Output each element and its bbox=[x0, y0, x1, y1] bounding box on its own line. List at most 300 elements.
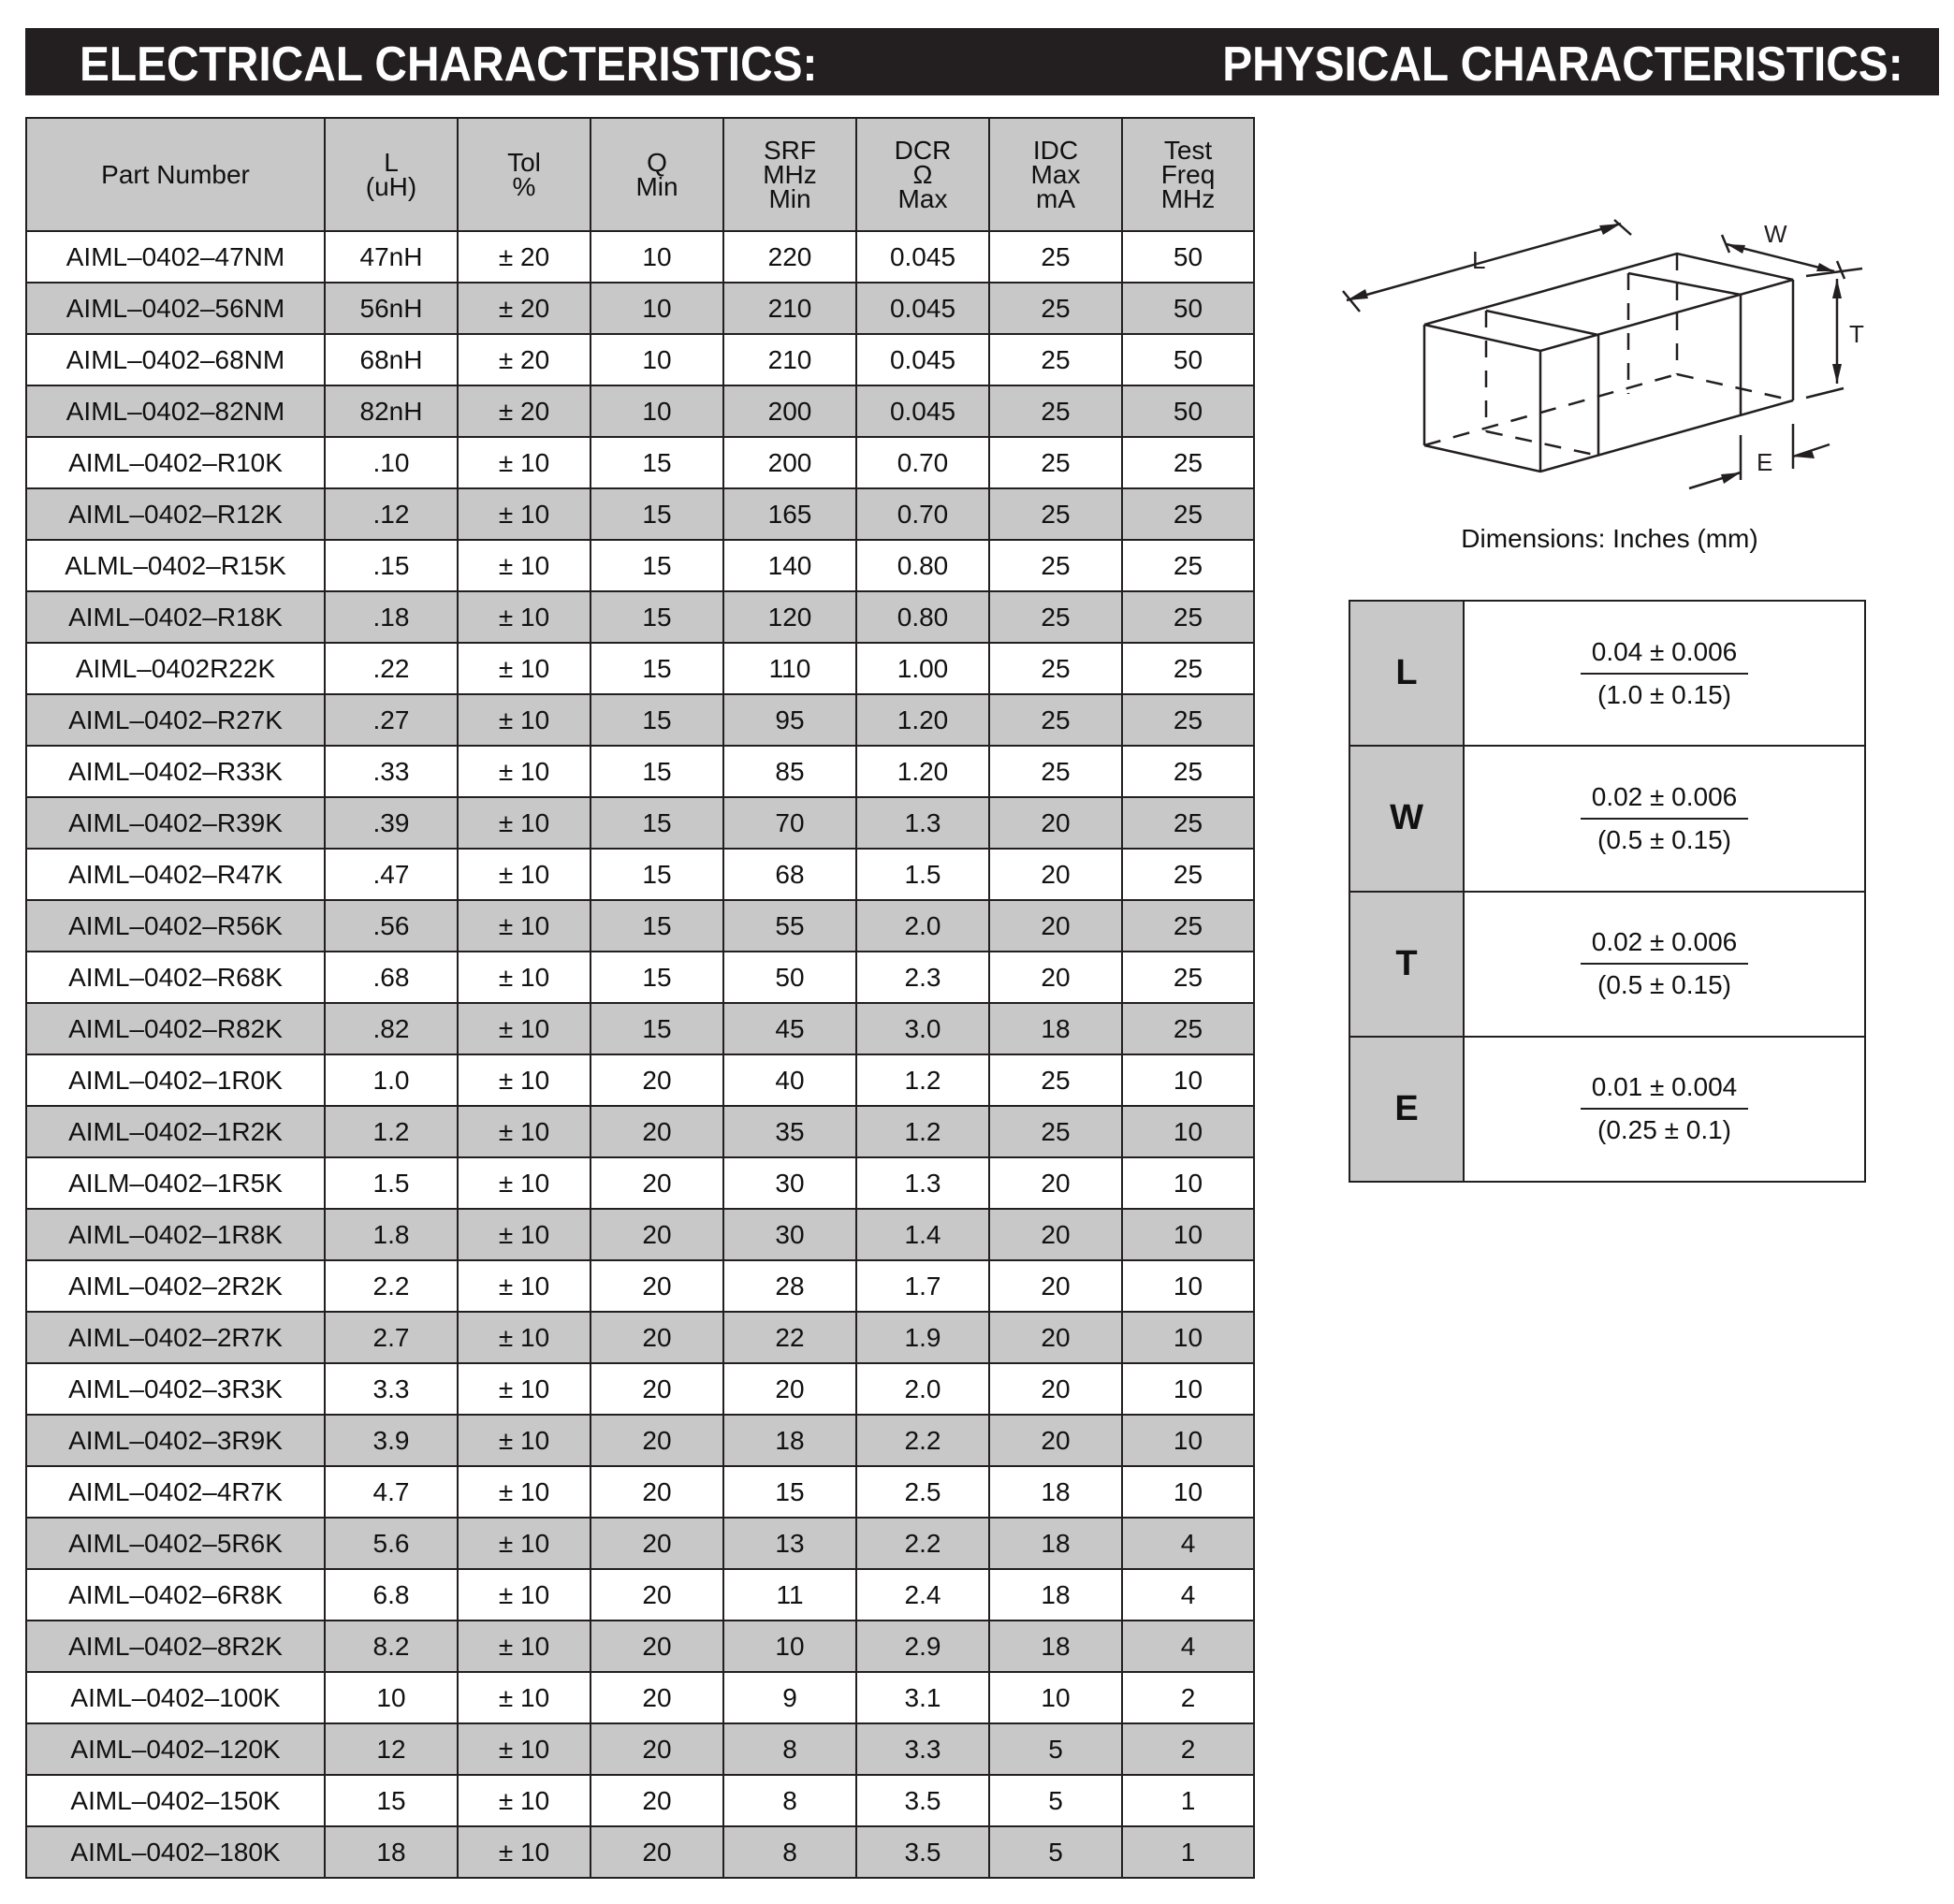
table-cell: 25 bbox=[1122, 1003, 1254, 1054]
table-cell: 1.20 bbox=[856, 694, 989, 746]
part-number-cell: AIML–0402–56NM bbox=[26, 283, 325, 334]
table-cell: ± 10 bbox=[458, 1312, 591, 1363]
table-cell: 3.1 bbox=[856, 1672, 989, 1723]
table-cell: 0.80 bbox=[856, 591, 989, 643]
table-row bbox=[26, 1157, 1254, 1209]
table-cell: 1 bbox=[1122, 1826, 1254, 1878]
table-cell: 20 bbox=[591, 1826, 723, 1878]
column-header bbox=[458, 118, 591, 231]
part-number-cell: ALML–0402–R15K bbox=[26, 540, 325, 591]
dimension-symbol: W bbox=[1349, 746, 1464, 891]
table-cell: 15 bbox=[723, 1466, 856, 1518]
table-cell: 18 bbox=[723, 1415, 856, 1466]
table-cell: 5 bbox=[989, 1775, 1122, 1826]
table-row bbox=[26, 1003, 1254, 1054]
part-number-cell: AIML–0402–100K bbox=[26, 1672, 325, 1723]
table-cell: 20 bbox=[591, 1415, 723, 1466]
table-cell: 8.2 bbox=[325, 1621, 458, 1672]
part-number-cell: AIML–0402–R47K bbox=[26, 849, 325, 900]
dimension-value bbox=[1464, 746, 1865, 891]
table-cell: 10 bbox=[1122, 1363, 1254, 1415]
table-cell: ± 10 bbox=[458, 1106, 591, 1157]
table-cell: 0.70 bbox=[856, 437, 989, 488]
table-cell: 1.2 bbox=[856, 1054, 989, 1106]
table-cell: 68nH bbox=[325, 334, 458, 385]
table-cell: 20 bbox=[591, 1518, 723, 1569]
table-cell: 1.00 bbox=[856, 643, 989, 694]
column-header-line: Tol bbox=[507, 147, 541, 177]
part-number-cell: AIML–0402–R39K bbox=[26, 797, 325, 849]
table-cell: 20 bbox=[989, 1312, 1122, 1363]
box-bottom-edges bbox=[1424, 400, 1793, 472]
table-cell: 8 bbox=[723, 1826, 856, 1878]
table-cell: 18 bbox=[989, 1569, 1122, 1621]
table-cell: 1.0 bbox=[325, 1054, 458, 1106]
table-cell: 20 bbox=[591, 1209, 723, 1260]
dimension-mm: (0.25 ± 0.1) bbox=[1597, 1115, 1731, 1145]
table-cell: 85 bbox=[723, 746, 856, 797]
table-cell: 20 bbox=[989, 1415, 1122, 1466]
table-cell: .56 bbox=[325, 900, 458, 952]
electrode-left-line bbox=[1486, 311, 1598, 335]
table-cell: 30 bbox=[723, 1157, 856, 1209]
part-number-cell: AIML–0402R22K bbox=[26, 643, 325, 694]
table-cell: 50 bbox=[1122, 334, 1254, 385]
table-cell: 47nH bbox=[325, 231, 458, 283]
column-header bbox=[723, 118, 856, 231]
table-cell: ± 10 bbox=[458, 797, 591, 849]
table-cell: 0.045 bbox=[856, 334, 989, 385]
table-cell: 220 bbox=[723, 231, 856, 283]
table-cell: 10 bbox=[591, 231, 723, 283]
table-cell: 2.9 bbox=[856, 1621, 989, 1672]
table-cell: 1.2 bbox=[856, 1106, 989, 1157]
table-cell: ± 20 bbox=[458, 283, 591, 334]
table-cell: 20 bbox=[591, 1723, 723, 1775]
electrical-characteristics-title: ELECTRICAL CHARACTERISTICS: bbox=[80, 37, 818, 92]
component-dimension-diagram bbox=[1334, 220, 1864, 501]
table-row bbox=[26, 952, 1254, 1003]
table-cell: 25 bbox=[1122, 540, 1254, 591]
table-cell: 1.2 bbox=[325, 1106, 458, 1157]
table-cell: 25 bbox=[989, 437, 1122, 488]
table-row bbox=[26, 385, 1254, 437]
table-cell: 8 bbox=[723, 1723, 856, 1775]
table-row bbox=[26, 1054, 1254, 1106]
column-header-line: Test bbox=[1163, 135, 1213, 165]
table-cell: 35 bbox=[723, 1106, 856, 1157]
column-header-line: MHz bbox=[763, 159, 817, 189]
table-cell: ± 10 bbox=[458, 1621, 591, 1672]
table-cell: 9 bbox=[723, 1672, 856, 1723]
table-cell: 1.3 bbox=[856, 797, 989, 849]
column-header-line: IDC bbox=[1032, 135, 1079, 165]
dimension-symbol: E bbox=[1349, 1037, 1464, 1182]
table-cell: ± 10 bbox=[458, 643, 591, 694]
column-header-line: MHz bbox=[1160, 183, 1216, 213]
part-number-cell: AIML–0402–3R9K bbox=[26, 1415, 325, 1466]
dimension-mm: (0.5 ± 0.15) bbox=[1597, 824, 1731, 854]
part-number-cell: AIML–0402–4R7K bbox=[26, 1466, 325, 1518]
table-cell: 25 bbox=[1122, 437, 1254, 488]
table-cell: 25 bbox=[989, 283, 1122, 334]
table-cell: 1.5 bbox=[856, 849, 989, 900]
table-cell: ± 10 bbox=[458, 437, 591, 488]
dimension-fraction bbox=[1581, 637, 1749, 710]
table-cell: 10 bbox=[1122, 1312, 1254, 1363]
table-cell: .47 bbox=[325, 849, 458, 900]
table-cell: 200 bbox=[723, 385, 856, 437]
column-header-line: Ω bbox=[912, 159, 933, 189]
table-row bbox=[26, 1260, 1254, 1312]
table-row bbox=[26, 1775, 1254, 1826]
column-header-line: SRF bbox=[764, 135, 816, 165]
table-cell: 25 bbox=[989, 643, 1122, 694]
part-number-cell: AIML–0402–2R7K bbox=[26, 1312, 325, 1363]
table-cell: .39 bbox=[325, 797, 458, 849]
table-cell: 20 bbox=[591, 1312, 723, 1363]
part-number-cell: AIML–0402–R82K bbox=[26, 1003, 325, 1054]
electrode-label: E bbox=[1757, 448, 1773, 476]
column-header-line: Freq bbox=[1160, 159, 1216, 189]
table-cell: 10 bbox=[1122, 1157, 1254, 1209]
table-cell: ± 20 bbox=[458, 334, 591, 385]
table-cell: 68 bbox=[723, 849, 856, 900]
table-cell: ± 10 bbox=[458, 694, 591, 746]
table-cell: 25 bbox=[989, 385, 1122, 437]
table-cell: .82 bbox=[325, 1003, 458, 1054]
column-header-line: L bbox=[384, 147, 399, 177]
dimension-inches: 0.02 ± 0.006 bbox=[1581, 927, 1749, 965]
dimension-row bbox=[1349, 746, 1865, 891]
dimension-mm: (1.0 ± 0.15) bbox=[1597, 679, 1731, 709]
dimension-inches: 0.01 ± 0.004 bbox=[1581, 1072, 1749, 1110]
table-cell: 56nH bbox=[325, 283, 458, 334]
table-cell: 25 bbox=[989, 334, 1122, 385]
column-header bbox=[591, 118, 723, 231]
table-cell: 3.3 bbox=[856, 1723, 989, 1775]
part-number-cell: AIML–0402–120K bbox=[26, 1723, 325, 1775]
table-cell: 20 bbox=[989, 1157, 1122, 1209]
table-cell: 15 bbox=[591, 1003, 723, 1054]
part-number-cell: AIML–0402–R18K bbox=[26, 591, 325, 643]
table-cell: 11 bbox=[723, 1569, 856, 1621]
table-cell: ± 10 bbox=[458, 900, 591, 952]
table-cell: .10 bbox=[325, 437, 458, 488]
table-cell: 25 bbox=[1122, 849, 1254, 900]
table-cell: ± 10 bbox=[458, 591, 591, 643]
table-cell: 20 bbox=[591, 1775, 723, 1826]
table-cell: 10 bbox=[1122, 1466, 1254, 1518]
table-cell: 25 bbox=[1122, 746, 1254, 797]
table-cell: 1.20 bbox=[856, 746, 989, 797]
column-header bbox=[989, 118, 1122, 231]
table-row bbox=[26, 231, 1254, 283]
table-cell: 10 bbox=[723, 1621, 856, 1672]
table-row bbox=[26, 488, 1254, 540]
table-cell: ± 10 bbox=[458, 849, 591, 900]
table-cell: 2 bbox=[1122, 1672, 1254, 1723]
table-cell: 0.045 bbox=[856, 231, 989, 283]
part-number-cell: AIML–0402–150K bbox=[26, 1775, 325, 1826]
table-cell: ± 10 bbox=[458, 1775, 591, 1826]
table-row bbox=[26, 849, 1254, 900]
table-row bbox=[26, 643, 1254, 694]
table-cell: ± 10 bbox=[458, 1003, 591, 1054]
table-cell: 22 bbox=[723, 1312, 856, 1363]
table-cell: 95 bbox=[723, 694, 856, 746]
table-cell: 25 bbox=[989, 231, 1122, 283]
table-cell: 210 bbox=[723, 283, 856, 334]
dimensions-caption: Dimensions: Inches (mm) bbox=[1461, 524, 1758, 553]
electrical-characteristics-table bbox=[25, 117, 1255, 1879]
table-cell: .12 bbox=[325, 488, 458, 540]
table-cell: 1.4 bbox=[856, 1209, 989, 1260]
table-cell: 25 bbox=[989, 1054, 1122, 1106]
table-cell: .15 bbox=[325, 540, 458, 591]
table-cell: 10 bbox=[591, 334, 723, 385]
part-number-cell: AIML–0402–6R8K bbox=[26, 1569, 325, 1621]
column-header-line: % bbox=[512, 171, 536, 201]
table-cell: 15 bbox=[591, 952, 723, 1003]
table-cell: 15 bbox=[591, 488, 723, 540]
dimension-value bbox=[1464, 601, 1865, 746]
table-cell: 20 bbox=[591, 1569, 723, 1621]
table-row bbox=[26, 1518, 1254, 1569]
table-cell: 1.9 bbox=[856, 1312, 989, 1363]
table-cell: .68 bbox=[325, 952, 458, 1003]
table-cell: 5.6 bbox=[325, 1518, 458, 1569]
table-cell: 6.8 bbox=[325, 1569, 458, 1621]
table-cell: 30 bbox=[723, 1209, 856, 1260]
table-row bbox=[26, 1672, 1254, 1723]
table-row bbox=[26, 540, 1254, 591]
table-cell: 15 bbox=[591, 540, 723, 591]
table-cell: 15 bbox=[325, 1775, 458, 1826]
table-cell: 20 bbox=[989, 849, 1122, 900]
table-cell: 15 bbox=[591, 746, 723, 797]
part-number-cell: AIML–0402–R10K bbox=[26, 437, 325, 488]
table-cell: 25 bbox=[1122, 643, 1254, 694]
table-cell: ± 10 bbox=[458, 1054, 591, 1106]
column-header-line: Q bbox=[647, 147, 667, 177]
table-cell: .27 bbox=[325, 694, 458, 746]
table-cell: 2.7 bbox=[325, 1312, 458, 1363]
table-row bbox=[26, 1723, 1254, 1775]
table-cell: 20 bbox=[989, 1363, 1122, 1415]
table-cell: ± 10 bbox=[458, 1415, 591, 1466]
table-cell: 2.4 bbox=[856, 1569, 989, 1621]
table-row bbox=[26, 1312, 1254, 1363]
table-row bbox=[26, 437, 1254, 488]
part-number-cell: AIML–0402–2R2K bbox=[26, 1260, 325, 1312]
table-cell: 25 bbox=[1122, 488, 1254, 540]
table-cell: 20 bbox=[723, 1363, 856, 1415]
table-cell: ± 10 bbox=[458, 1466, 591, 1518]
table-cell: ± 10 bbox=[458, 1569, 591, 1621]
table-cell: 18 bbox=[989, 1518, 1122, 1569]
dimension-value bbox=[1464, 1037, 1865, 1182]
column-header-line: Part Number bbox=[101, 159, 250, 189]
table-cell: 8 bbox=[723, 1775, 856, 1826]
table-cell: 50 bbox=[1122, 385, 1254, 437]
length-label: L bbox=[1472, 246, 1486, 274]
table-cell: 20 bbox=[591, 1621, 723, 1672]
table-cell: 10 bbox=[1122, 1209, 1254, 1260]
table-cell: 20 bbox=[591, 1106, 723, 1157]
part-number-cell: AIML–0402–R56K bbox=[26, 900, 325, 952]
table-cell: ± 10 bbox=[458, 1723, 591, 1775]
part-number-cell: AIML–0402–1R2K bbox=[26, 1106, 325, 1157]
table-row bbox=[26, 1466, 1254, 1518]
table-cell: 13 bbox=[723, 1518, 856, 1569]
table-cell: 1.3 bbox=[856, 1157, 989, 1209]
table-cell: 20 bbox=[989, 952, 1122, 1003]
table-cell: 55 bbox=[723, 900, 856, 952]
table-cell: 15 bbox=[591, 437, 723, 488]
table-cell: ± 10 bbox=[458, 1826, 591, 1878]
column-header bbox=[325, 118, 458, 231]
table-row bbox=[26, 1415, 1254, 1466]
table-cell: ± 10 bbox=[458, 952, 591, 1003]
table-cell: 200 bbox=[723, 437, 856, 488]
table-cell: 18 bbox=[325, 1826, 458, 1878]
table-cell: ± 10 bbox=[458, 1260, 591, 1312]
table-cell: 20 bbox=[989, 900, 1122, 952]
table-cell: ± 10 bbox=[458, 1209, 591, 1260]
table-cell: 25 bbox=[989, 694, 1122, 746]
table-cell: 20 bbox=[989, 1260, 1122, 1312]
table-cell: 4 bbox=[1122, 1518, 1254, 1569]
table-cell: 3.9 bbox=[325, 1415, 458, 1466]
table-cell: ± 10 bbox=[458, 1518, 591, 1569]
table-cell: 28 bbox=[723, 1260, 856, 1312]
part-number-cell: AIML–0402–3R3K bbox=[26, 1363, 325, 1415]
table-cell: .22 bbox=[325, 643, 458, 694]
table-cell: 2.5 bbox=[856, 1466, 989, 1518]
dimension-row bbox=[1349, 892, 1865, 1037]
table-cell: ± 20 bbox=[458, 231, 591, 283]
table-cell: 0.045 bbox=[856, 385, 989, 437]
table-cell: 0.80 bbox=[856, 540, 989, 591]
table-cell: 18 bbox=[989, 1466, 1122, 1518]
table-cell: 25 bbox=[989, 746, 1122, 797]
table-cell: 15 bbox=[591, 900, 723, 952]
table-cell: .18 bbox=[325, 591, 458, 643]
physical-characteristics-title: PHYSICAL CHARACTERISTICS: bbox=[1222, 37, 1903, 92]
dimension-symbol: L bbox=[1349, 601, 1464, 746]
table-cell: 20 bbox=[989, 1209, 1122, 1260]
dimension-fraction bbox=[1581, 927, 1749, 1000]
column-header-line: Max bbox=[1030, 159, 1081, 189]
part-number-cell: AIML–0402–8R2K bbox=[26, 1621, 325, 1672]
table-cell: 18 bbox=[989, 1003, 1122, 1054]
table-cell: 20 bbox=[591, 1466, 723, 1518]
table-cell: ± 10 bbox=[458, 746, 591, 797]
table-cell: 1.7 bbox=[856, 1260, 989, 1312]
table-cell: 10 bbox=[591, 385, 723, 437]
column-header-line: (uH) bbox=[365, 171, 417, 201]
table-cell: ± 20 bbox=[458, 385, 591, 437]
table-cell: 70 bbox=[723, 797, 856, 849]
dimension-row bbox=[1349, 1037, 1865, 1182]
part-number-cell: AIML–0402–47NM bbox=[26, 231, 325, 283]
table-cell: 25 bbox=[989, 591, 1122, 643]
table-cell: 5 bbox=[989, 1826, 1122, 1878]
dimension-fraction bbox=[1581, 1072, 1749, 1145]
table-cell: 5 bbox=[989, 1723, 1122, 1775]
table-cell: 20 bbox=[591, 1363, 723, 1415]
table-cell: 20 bbox=[591, 1157, 723, 1209]
table-cell: ± 10 bbox=[458, 540, 591, 591]
column-header bbox=[1122, 118, 1254, 231]
electrode-right-line bbox=[1628, 273, 1741, 295]
table-cell: 15 bbox=[591, 797, 723, 849]
table-row bbox=[26, 1209, 1254, 1260]
table-cell: 2.2 bbox=[325, 1260, 458, 1312]
column-header-line: DCR bbox=[894, 135, 952, 165]
dimension-row bbox=[1349, 601, 1865, 746]
table-cell: 4 bbox=[1122, 1621, 1254, 1672]
table-cell: 2.3 bbox=[856, 952, 989, 1003]
part-number-cell: AIML–0402–68NM bbox=[26, 334, 325, 385]
table-row bbox=[26, 746, 1254, 797]
part-number-cell: AIML–0402–1R0K bbox=[26, 1054, 325, 1106]
table-cell: 25 bbox=[1122, 900, 1254, 952]
dimension-symbol: T bbox=[1349, 892, 1464, 1037]
table-cell: 3.5 bbox=[856, 1775, 989, 1826]
table-header-row bbox=[26, 118, 1254, 231]
table-cell: 15 bbox=[591, 849, 723, 900]
table-cell: 0.045 bbox=[856, 283, 989, 334]
table-cell: 25 bbox=[989, 1106, 1122, 1157]
table-cell: 18 bbox=[989, 1621, 1122, 1672]
part-number-cell: AIML–0402–R12K bbox=[26, 488, 325, 540]
table-cell: 1 bbox=[1122, 1775, 1254, 1826]
table-cell: 2 bbox=[1122, 1723, 1254, 1775]
table-row bbox=[26, 1569, 1254, 1621]
table-cell: 25 bbox=[989, 540, 1122, 591]
table-row bbox=[26, 900, 1254, 952]
table-cell: 12 bbox=[325, 1723, 458, 1775]
width-label: W bbox=[1764, 220, 1787, 248]
table-cell: 25 bbox=[989, 488, 1122, 540]
table-cell: 10 bbox=[1122, 1415, 1254, 1466]
column-header bbox=[26, 118, 325, 231]
table-row bbox=[26, 1621, 1254, 1672]
table-cell: 1.8 bbox=[325, 1209, 458, 1260]
column-header-line: Min bbox=[768, 183, 811, 213]
table-cell: 10 bbox=[989, 1672, 1122, 1723]
table-cell: 20 bbox=[591, 1672, 723, 1723]
table-cell: 4.7 bbox=[325, 1466, 458, 1518]
table-row bbox=[26, 797, 1254, 849]
part-number-cell: AIML–0402–R27K bbox=[26, 694, 325, 746]
table-cell: 15 bbox=[591, 694, 723, 746]
table-cell: 2.0 bbox=[856, 1363, 989, 1415]
table-cell: 82nH bbox=[325, 385, 458, 437]
table-cell: ± 10 bbox=[458, 1157, 591, 1209]
column-header-line: Min bbox=[635, 171, 678, 201]
table-cell: 1.5 bbox=[325, 1157, 458, 1209]
table-cell: 3.5 bbox=[856, 1826, 989, 1878]
table-cell: ± 10 bbox=[458, 1363, 591, 1415]
table-row bbox=[26, 1363, 1254, 1415]
table-cell: 165 bbox=[723, 488, 856, 540]
column-header-line: Max bbox=[897, 183, 948, 213]
table-row bbox=[26, 334, 1254, 385]
dimension-inches: 0.04 ± 0.006 bbox=[1581, 637, 1749, 675]
